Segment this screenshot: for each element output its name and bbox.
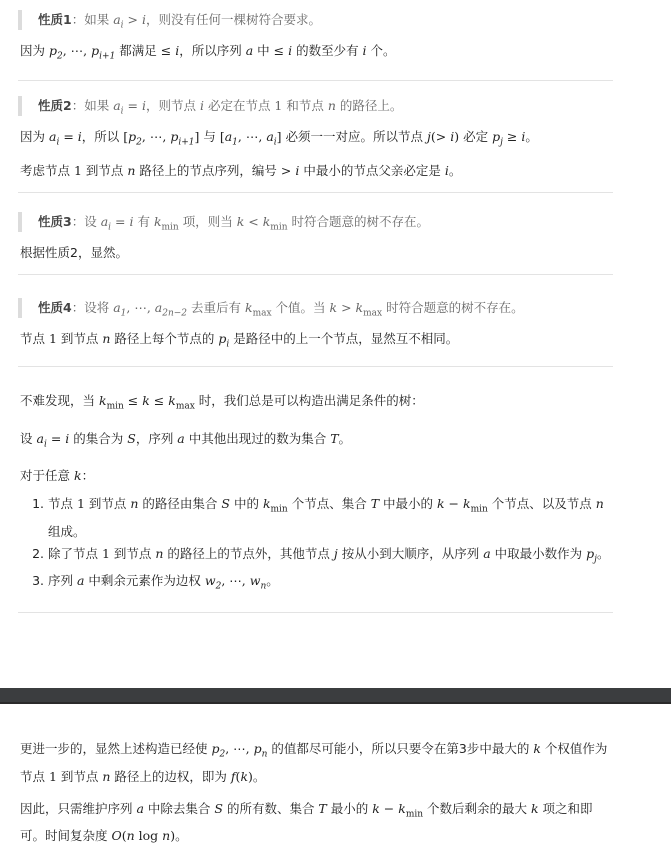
step-1 [48, 493, 613, 543]
math-n: n [102, 768, 111, 784]
text: 中取最小数作为 [490, 545, 587, 561]
text: 必定在节点 [203, 98, 275, 113]
property-3-section [18, 202, 613, 275]
math-one: 1 [48, 768, 57, 784]
text: 时符合题意的树不存在。 [287, 214, 429, 229]
text: 节点 [20, 331, 49, 346]
text: 。 [338, 430, 352, 446]
text: 项之和即可。时间复杂度 [20, 800, 593, 843]
math-i: i [199, 98, 204, 113]
text: 。 [266, 573, 279, 588]
text: 必定 [459, 129, 493, 144]
text: 到节点 [84, 496, 131, 511]
math-T: T [330, 430, 339, 446]
math-ai-eq-i: $a_i = i$ [100, 214, 134, 233]
math-ai-eq-i: $a_i = i$ [36, 430, 70, 449]
property-1-label: 性质1 [38, 12, 72, 27]
math-i: i [444, 162, 449, 178]
text: 中最小的 [379, 496, 437, 511]
property-4-body [20, 328, 613, 356]
math-S: S [214, 800, 223, 816]
text: 的路径由集合 [138, 496, 222, 511]
divider [18, 366, 613, 367]
text: 个权值作为节点 [20, 741, 608, 784]
math-one: 1 [48, 331, 57, 346]
property-2-body-2 [20, 160, 613, 182]
math-T: T [370, 496, 380, 511]
math-pj: $p_j$ [586, 545, 597, 564]
math-gt-i: > i [280, 162, 300, 178]
text: 。 [525, 129, 538, 144]
divider [18, 192, 613, 193]
text: 最小的 [326, 800, 373, 816]
text: 的所有数、集合 [222, 800, 319, 816]
math-k: k [73, 468, 82, 483]
text: 的数至少有 [292, 43, 363, 58]
text: 中 [253, 43, 274, 58]
text: 到节点 [109, 545, 156, 561]
text: 路径上的边权，即为 [110, 768, 231, 784]
property-2-body-1 [20, 126, 613, 154]
property-2-quote [18, 96, 613, 116]
text: 除了节点 [48, 545, 102, 561]
property-1-body [20, 40, 613, 68]
text: 不难发现，当 [20, 393, 99, 408]
text: 时，我们总是可以构造出满足条件的树： [194, 393, 424, 408]
property-2-section [18, 86, 613, 193]
text: 到节点 [56, 768, 103, 784]
math-one: 1 [73, 162, 82, 178]
math-a-range-2n: $a_1$, ⋯, $a_{2n-2}$ [113, 300, 188, 319]
math-S: S [221, 496, 230, 511]
math-one: 1 [76, 496, 85, 511]
math-T: T [318, 800, 327, 816]
math-complexity: O(n log n) [111, 828, 176, 843]
text: ： [81, 468, 95, 483]
text: 因此，只需维护序列 [20, 800, 137, 816]
math-a: a [483, 545, 491, 561]
text: 。 [448, 162, 462, 178]
text: 去重后有 [187, 300, 245, 315]
step-3 [48, 570, 613, 598]
math-one: 1 [101, 545, 110, 561]
property-1-section [18, 0, 613, 81]
text: 因为 [20, 129, 49, 144]
final-section [18, 738, 613, 853]
math-k: k [531, 800, 539, 816]
math-n: n [155, 545, 164, 561]
text: 考虑节点 [20, 162, 74, 178]
text: ，所以 [81, 129, 124, 144]
text: 的路径上的节点外，其他节点 [163, 545, 334, 561]
construction-intro [20, 390, 613, 418]
math-ai-gt-i: $a_i > i$ [113, 12, 146, 31]
math-a: a [245, 43, 254, 58]
section-separator-band [0, 688, 671, 704]
math-S: S [127, 430, 136, 446]
text: 。 [175, 828, 188, 843]
math-n: n [595, 496, 604, 511]
property-3-label: 性质3 [38, 214, 72, 229]
text: 有 [133, 214, 154, 229]
final-para-1 [20, 738, 613, 788]
math-w-range: $w_2$, ⋯, $w_n$ [204, 573, 267, 592]
math-k-gt-kmax: $k > k_{max}$ [329, 300, 383, 319]
text: 按从小到大顺序，从序列 [337, 545, 484, 561]
text: 时符合题意的树不存在。 [382, 300, 524, 315]
property-3-body: 根据性质2，显然。 [20, 245, 128, 260]
text: ：设 [71, 214, 101, 229]
math-le-i: ≤ i [273, 43, 293, 58]
text: 的路径上。 [335, 98, 403, 113]
math-n: n [130, 496, 139, 511]
text: 与 [199, 129, 220, 144]
divider [18, 80, 613, 81]
math-kmin-le-k-le-kmax: $k_{min} \le k \le k_{max}$ [98, 393, 195, 412]
text: ，则节点 [145, 98, 200, 113]
construction-steps [18, 493, 613, 598]
step-2 [48, 543, 613, 571]
text: ：如果 [71, 12, 114, 27]
divider [18, 612, 613, 613]
text: ：如果 [71, 98, 114, 113]
divider [18, 274, 613, 275]
text: 的集合为 [69, 430, 128, 446]
math-ai-eq-i: $a_i = i$ [113, 98, 146, 117]
math-le-i: ≤ i [160, 43, 180, 58]
math-a: a [136, 800, 144, 816]
text: 是路径中的上一个节点，显然互不相同。 [229, 331, 459, 346]
text: 个数后剩余的最大 [423, 800, 531, 816]
text: 项，则当 [178, 214, 237, 229]
text: 中的 [229, 496, 263, 511]
math-p-range-n: $p_2$, ⋯, $p_n$ [211, 741, 268, 760]
math-p-range-set: [$p_2$, ⋯, $p_{i+1}$] [123, 129, 200, 148]
math-k-minus-kmin: $k - k_{min}$ [372, 800, 424, 819]
math-i: i [362, 43, 367, 58]
math-fk: f(k) [230, 768, 253, 784]
property-1-quote [18, 10, 613, 30]
math-pj-ge-i: $p_j \ge i$ [492, 129, 526, 148]
text: ，所以序列 [179, 43, 246, 58]
text: 中除去集合 [143, 800, 215, 816]
text: 对于任意 [20, 468, 74, 483]
math-kmin: $k_{min}$ [153, 214, 179, 233]
math-n: n [102, 331, 111, 346]
text: 都满足 [115, 43, 161, 58]
property-3-quote [18, 212, 613, 232]
text: 个。 [366, 43, 396, 58]
text: 组成。 [48, 523, 86, 539]
property-4-label: 性质4 [38, 300, 72, 315]
math-a-range-set: [$a_1$, ⋯, $a_i$] [219, 129, 282, 148]
text: 中其他出现过的数为集合 [184, 430, 331, 446]
math-kmin: $k_{min}$ [262, 496, 288, 515]
text: ，序列 [135, 430, 178, 446]
construction-section [18, 384, 613, 613]
text: ，则没有任何一棵树符合要求。 [145, 12, 321, 27]
text: 中最小的节点父亲必定是 [299, 162, 445, 178]
text: 个节点、集合 [287, 496, 371, 511]
math-p-range: $p_2$, ⋯, $p_{i+1}$ [48, 43, 116, 62]
text: 设 [20, 430, 37, 446]
construction-sets [20, 428, 613, 456]
text: 因为 [20, 43, 49, 58]
text: 和节点 [282, 98, 328, 113]
math-a: a [76, 573, 85, 588]
text: 必须一一对应。所以节点 [281, 129, 427, 144]
text: 。 [252, 768, 266, 784]
text: 更进一步的，显然上述构造已经使 [20, 741, 212, 756]
text: 路径上每个节点的 [110, 331, 219, 346]
math-j-gt-i: j(> i) [427, 129, 460, 144]
construction-any-k [20, 465, 613, 487]
math-a: a [177, 430, 185, 446]
text: 序列 [48, 573, 77, 588]
text: 到节点 [56, 331, 103, 346]
text: 。 [596, 545, 610, 561]
math-pi: $p_i$ [218, 331, 230, 350]
math-j: j [333, 545, 338, 561]
math-k-minus-kmin: $k - k_{min}$ [436, 496, 488, 515]
text: 个值。当 [271, 300, 330, 315]
math-k-lt-kmin: $k < k_{min}$ [236, 214, 288, 233]
math-n: n [127, 162, 136, 178]
property-4-quote [18, 298, 613, 318]
text: 到节点 [81, 162, 128, 178]
text: 节点 [48, 496, 77, 511]
math-n: n [327, 98, 336, 113]
text: 的值都尽可能小，所以只要令在第3步中最大的 [267, 741, 534, 756]
final-para-2 [20, 798, 613, 848]
math-ai-eq-i: $a_i = i$ [48, 129, 82, 148]
text: 中剩余元素作为边权 [84, 573, 205, 588]
property-4-section [18, 288, 613, 367]
property-2-label: 性质2 [38, 98, 72, 113]
math-one: 1 [274, 98, 283, 113]
text: ：设将 [71, 300, 114, 315]
text: 个节点、以及节点 [487, 496, 596, 511]
text: 路径上的节点序列，编号 [135, 162, 281, 178]
math-kmax: $k_{max}$ [244, 300, 272, 319]
math-k: k [533, 741, 541, 756]
